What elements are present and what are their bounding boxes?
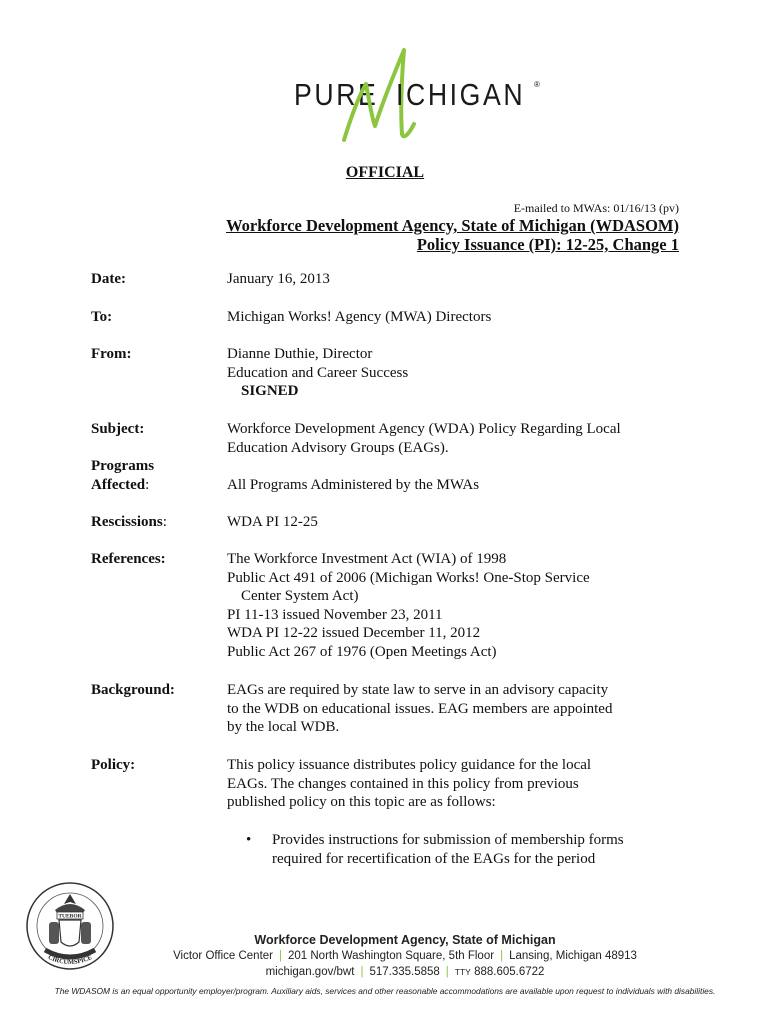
policy-line: EAGs. The changes contained in this policy from previous: [227, 775, 579, 792]
to-value: Michigan Works! Agency (MWA) Directors: [227, 309, 492, 325]
date-label: Date:: [91, 271, 126, 287]
document-title-line2: Policy Issuance (PI): 12-25, Change 1: [416, 235, 679, 254]
footer-separator: |: [279, 950, 282, 962]
policy-line: This policy issuance distributes policy guidance for the local: [227, 757, 592, 773]
emailed-note: E-mailed to MWAs: 01/16/13 (pv): [513, 201, 679, 215]
from-value: [227, 345, 687, 401]
policy-line: published policy on this topic are as follows:: [227, 794, 496, 811]
programs-label-colon: :: [145, 476, 150, 493]
subject-line: Workforce Development Agency (WDA) Policy Regarding Local: [227, 421, 621, 437]
bullet-line: Provides instructions for submission of membership forms: [272, 832, 624, 848]
subject-label: Subject:: [91, 421, 145, 437]
programs-value: All Programs Administered by the MWAs: [227, 476, 480, 493]
background-label: Background:: [91, 682, 175, 698]
footer-city: Lansing, Michigan 48913: [509, 950, 637, 962]
footer-disclaimer: The WDASOM is an equal opportunity employer/program. Auxiliary aids, services and other reasonable accommodations are available upon request to individuals with disabilities.: [54, 986, 716, 996]
seal-banner-text: TUEBOR: [58, 913, 82, 920]
background-line: to the WDB on educational issues. EAG members are appointed: [227, 700, 613, 717]
footer-contact-line: [120, 966, 690, 978]
logo-text-ichigan: ICHIGAN: [396, 77, 526, 112]
official-heading: OFFICIAL: [345, 164, 425, 181]
programs-label-line1: Programs: [91, 458, 155, 474]
rescissions-label-text: Rescissions: [91, 514, 163, 530]
rescissions-value: WDA PI 12-25: [227, 514, 318, 530]
footer-address-line: [120, 950, 690, 962]
footer-tty-label: TTY: [454, 967, 471, 977]
reference-line: PI 11-13 issued November 23, 2011: [227, 606, 443, 623]
bullet-text: [272, 831, 692, 868]
registered-mark: ®: [534, 80, 540, 89]
references-value: [227, 550, 687, 662]
policy-value: [227, 756, 687, 812]
reference-line: Center System Act): [241, 588, 359, 605]
bullet-line: required for recertification of the EAGs for the period: [272, 850, 596, 867]
background-value: [227, 681, 687, 737]
reference-line: Public Act 267 of 1976 (Open Meetings Act): [227, 643, 497, 660]
from-line: Dianne Duthie, Director: [227, 346, 373, 362]
reference-line: The Workforce Investment Act (WIA) of 1998: [227, 551, 507, 567]
footer-agency-name: Workforce Development Agency, State of Michigan: [254, 933, 556, 947]
rescissions-label: [91, 513, 167, 532]
rescissions-label-colon: :: [162, 514, 167, 530]
programs-label-line2: Affected: [91, 476, 146, 493]
footer-separator: |: [500, 950, 504, 962]
signed-mark: SIGNED: [241, 383, 299, 400]
footer-address: 201 North Washington Square, 5th Floor: [288, 950, 495, 962]
pure-michigan-logo: [292, 44, 552, 144]
footer-tty: 888.605.6722: [474, 966, 545, 978]
seal-motto-text: CIRCUMSPICE: [46, 953, 94, 967]
policy-label: Policy:: [91, 757, 136, 773]
document-title-line1: Workforce Development Agency, State of Michigan (WDASOM): [226, 216, 679, 235]
programs-label: [91, 457, 154, 494]
references-label: References:: [91, 551, 166, 567]
from-label: From:: [91, 346, 132, 362]
to-label: To:: [91, 309, 113, 325]
from-line: Education and Career Success: [227, 364, 409, 381]
footer-office: Victor Office Center: [173, 950, 273, 962]
footer-web-link[interactable]: michigan.gov/bwt: [265, 966, 355, 978]
background-line: by the local WDB.: [227, 719, 340, 736]
subject-value: [227, 420, 687, 457]
footer-separator: |: [445, 966, 449, 978]
subject-line: Education Advisory Groups (EAGs).: [227, 439, 449, 456]
footer-separator: |: [360, 966, 364, 978]
michigan-state-seal-icon: [25, 880, 115, 972]
reference-line: WDA PI 12-22 issued December 11, 2012: [227, 625, 481, 642]
background-line: EAGs are required by state law to serve in an advisory capacity: [227, 682, 609, 698]
date-value: January 16, 2013: [227, 271, 330, 287]
bullet-icon: •: [246, 832, 252, 848]
footer-phone: 517.335.5858: [369, 966, 440, 978]
reference-line: Public Act 491 of 2006 (Michigan Works! One-Stop Service: [227, 569, 590, 586]
logo-text-pure: PURE: [294, 77, 379, 112]
